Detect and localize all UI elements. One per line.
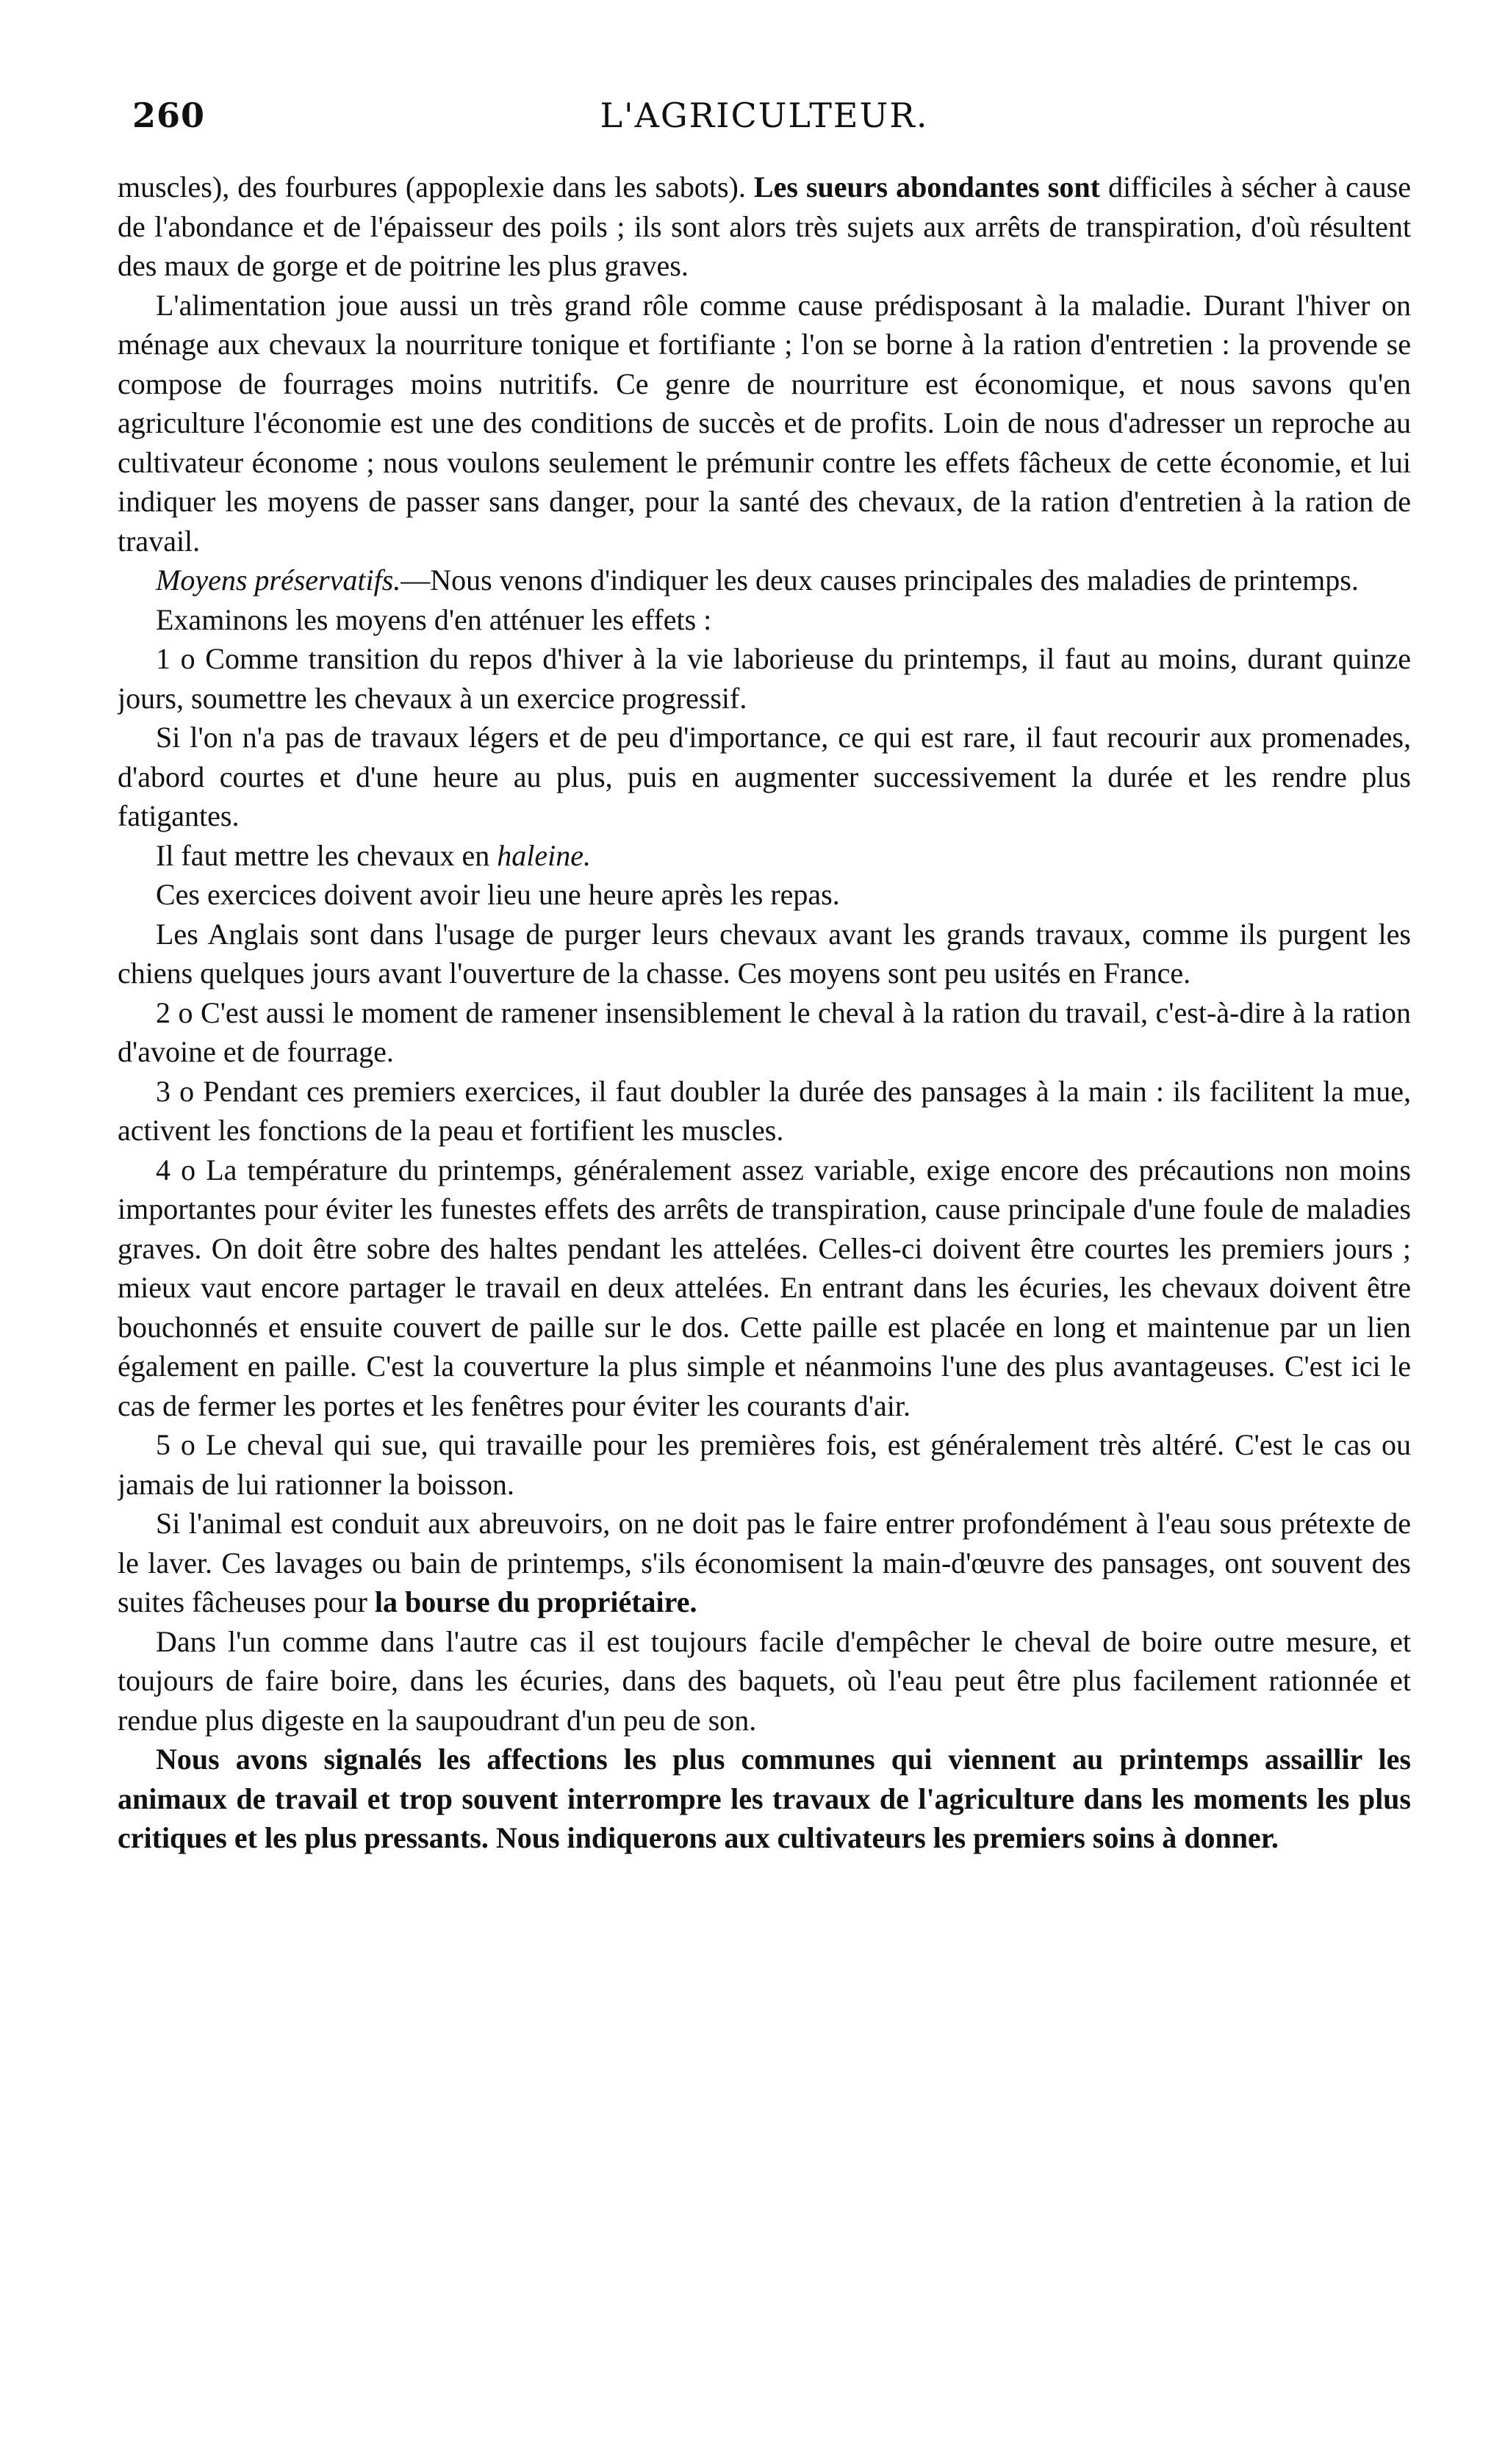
text-run: 3 o Pendant ces premiers exercices, il faut doubler la durée des pansages à la main : ils facilitent la mue, activent les fonctions de la peau et fortifient les muscles. bbox=[118, 1074, 1411, 1147]
body-text bbox=[118, 167, 1411, 1858]
text-run: —Nous venons d'indiquer les deux causes principales des maladies de printemps. bbox=[401, 563, 1359, 597]
text-run: Nous avons signalés les affections les plus communes qui viennent au printemps assaillir les animaux de travail et trop souvent interrompre les travaux de l'agriculture dans les moments les plus critiques et les plus pressants. Nous indiquerons aux cultivateurs les premiers soins à donner. bbox=[118, 1743, 1411, 1854]
page-header bbox=[118, 96, 1411, 154]
paragraph-10 bbox=[118, 993, 1411, 1072]
text-run: haleine. bbox=[497, 838, 591, 872]
paragraph-14 bbox=[118, 1504, 1411, 1622]
text-run: la bourse du propriétaire. bbox=[374, 1585, 697, 1618]
text-run: Ces exercices doivent avoir lieu une heure après les repas. bbox=[156, 878, 840, 911]
page-number: 260 bbox=[132, 96, 206, 135]
text-run: Dans l'un comme dans l'autre cas il est toujours facile d'empêcher le cheval de boire outre mesure, et toujours de faire boire, dans les écuries, dans des baquets, où l'eau peut être plus facilement rationnée et rendue plus digeste en la saupoudrant d'un peu de son. bbox=[118, 1624, 1411, 1737]
paragraph-5 bbox=[118, 639, 1411, 718]
text-run: Les sueurs abondantes sont bbox=[753, 170, 1100, 203]
paragraph-3 bbox=[118, 561, 1411, 600]
paragraph-2 bbox=[118, 286, 1411, 561]
text-run: Si l'on n'a pas de travaux légers et de peu d'importance, ce qui est rare, il faut recourir aux promenades, d'abord courtes et d'une heure au plus, puis en augmenter successivement la durée et les rendre plus fatigantes. bbox=[118, 721, 1411, 832]
paragraph-9 bbox=[118, 915, 1411, 993]
text-run: Moyens préservatifs. bbox=[156, 563, 401, 597]
text-run: Examinons les moyens d'en atténuer les effets : bbox=[156, 602, 712, 636]
paragraph-15 bbox=[118, 1622, 1411, 1740]
paragraph-4 bbox=[118, 600, 1411, 640]
paragraph-6 bbox=[118, 718, 1411, 836]
text-run: 1 o Comme transition du repos d'hiver à la vie laborieuse du printemps, il faut au moins, durant quinze jours, soumettre les chevaux à un exercice progressif. bbox=[118, 642, 1411, 715]
paragraph-7 bbox=[118, 836, 1411, 876]
text-run: 5 o Le cheval qui sue, qui travaille pour les premières fois, est généralement très altéré. C'est le cas ou jamais de lui rationner la boisson. bbox=[118, 1428, 1411, 1501]
paragraph-11 bbox=[118, 1072, 1411, 1150]
running-title: L'AGRICULTEUR. bbox=[600, 96, 929, 135]
text-run: 2 o C'est aussi le moment de ramener insensiblement le cheval à la ration du travail, c'est-à-dire à la ration d'avoine et de fourrage. bbox=[118, 995, 1411, 1068]
paragraph-13 bbox=[118, 1425, 1411, 1504]
paragraph-16 bbox=[118, 1740, 1411, 1858]
book-page bbox=[118, 96, 1411, 2432]
text-run: 4 o La température du printemps, généralement assez variable, exige encore des précautions non moins importantes pour éviter les funestes effets des arrêts de transpiration, cause principale d'une foule de maladies graves. On doit être sobre des haltes pendant les attelées. Celles-ci doivent être courtes les premiers jours ; mieux vaut encore partager le travail en deux attelées. En entrant dans les écuries, les chevaux doivent être bouchonnés et ensuite couvert de paille sur le dos. Cette paille est placée en long et maintenue par un lien également en paille. C'est la couverture la plus simple et néanmoins l'une des plus avantageuses. C'est ici le cas de fermer les portes et les fenêtres pour éviter les courants d'air. bbox=[118, 1153, 1411, 1422]
text-run: muscles), des fourbures (appoplexie dans les sabots). bbox=[118, 170, 754, 203]
paragraph-8 bbox=[118, 875, 1411, 915]
text-run: difficiles à sécher à cause de l'abondance et de l'épaisseur des poils ; ils sont alors très sujets aux arrêts de transpiration, d'où résultent des maux de gorge et de poitrine les plus graves. bbox=[118, 170, 1411, 282]
text-run: Si l'animal est conduit aux abreuvoirs, on ne doit pas le faire entrer profondément à l'eau sous prétexte de le laver. Ces lavages ou bain de printemps, s'ils économisent la main-d'œuvre des pansages, ont souvent des suites fâcheuses pour bbox=[118, 1507, 1411, 1618]
text-run: L'alimentation joue aussi un très grand rôle comme cause prédisposant à la maladie. Durant l'hiver on ménage aux chevaux la nourriture tonique et fortifiante ; l'on se borne à la ration d'entretien : la provende se compose de fourrages moins nutritifs. Ce genre de nourriture est économique, et nous savons qu'en agriculture l'économie est une des conditions de succès et de profits. Loin de nous d'adresser un reproche au cultivateur économe ; nous voulons seulement le prémunir contre les effets fâcheux de cette économie, et lui indiquer les moyens de passer sans danger, pour la santé des chevaux, de la ration d'entretien à la ration de travail. bbox=[118, 288, 1411, 558]
text-run: Il faut mettre les chevaux en bbox=[156, 838, 498, 872]
paragraph-12 bbox=[118, 1150, 1411, 1426]
text-run: Les Anglais sont dans l'usage de purger leurs chevaux avant les grands travaux, comme ils purgent les chiens quelques jours avant l'ouverture de la chasse. Ces moyens sont peu usités en France. bbox=[118, 917, 1411, 990]
paragraph-1 bbox=[118, 167, 1411, 286]
